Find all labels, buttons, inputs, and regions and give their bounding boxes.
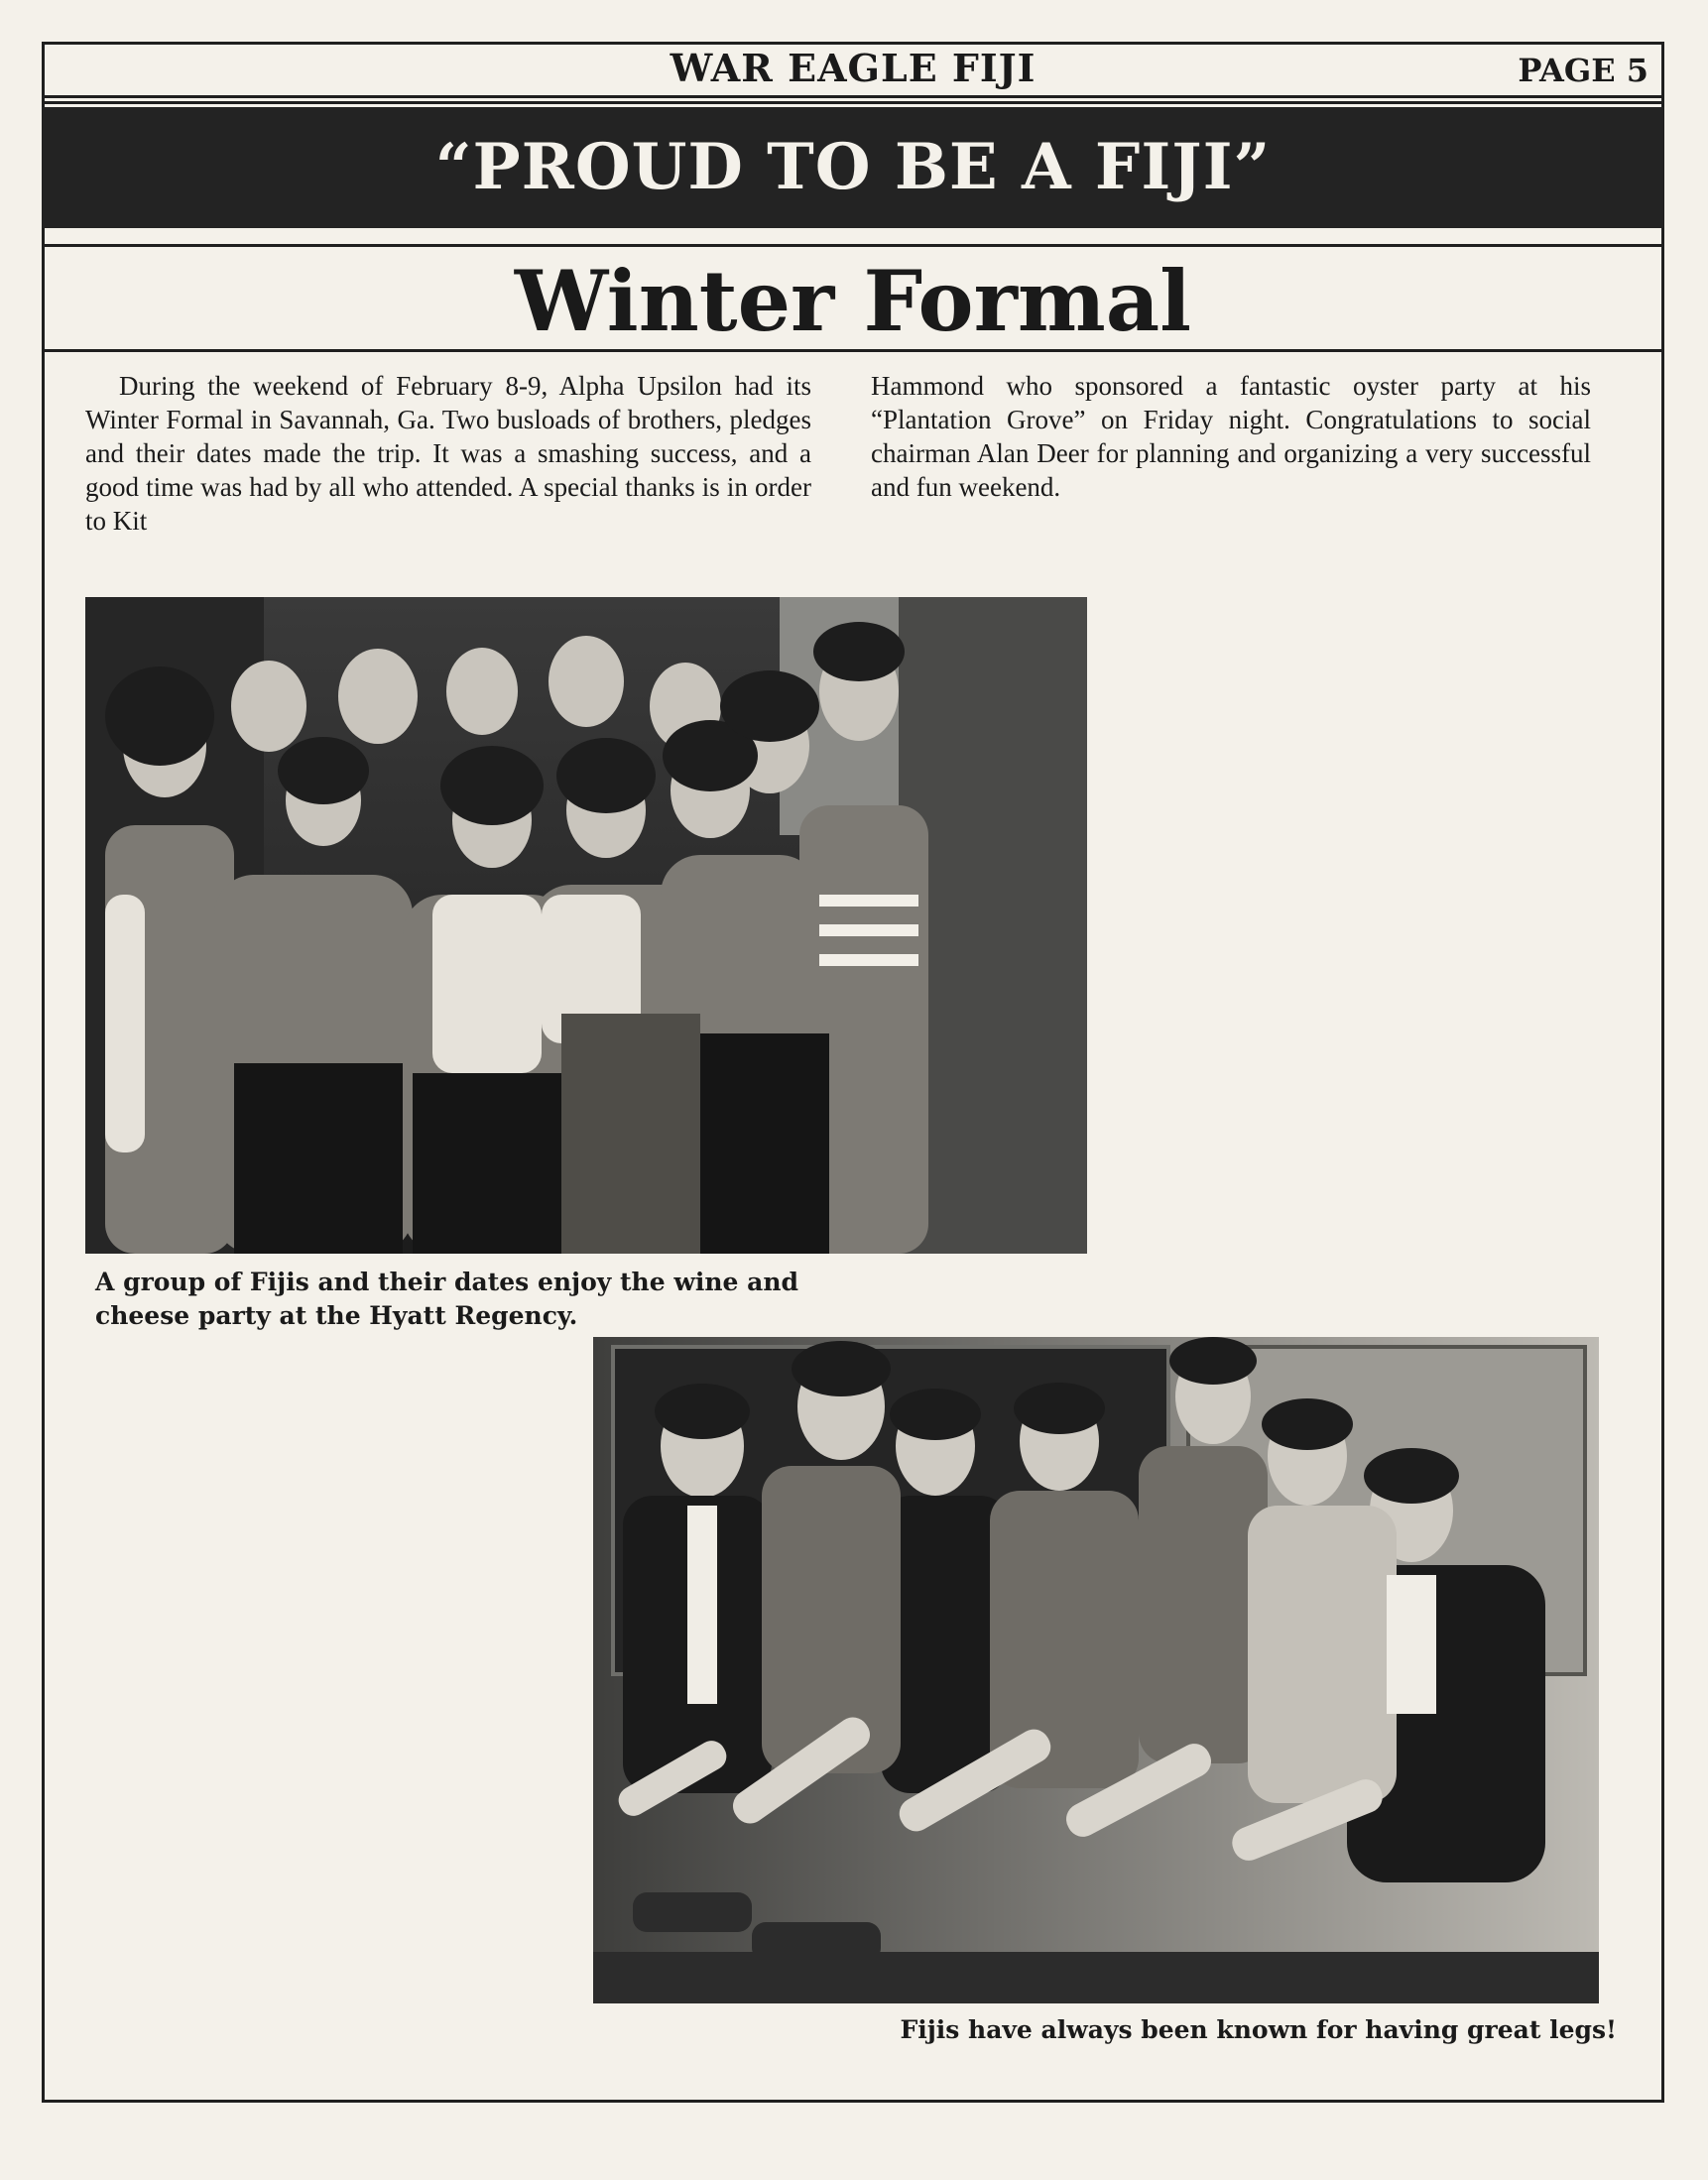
legs-photo-caption: Fijis have always been known for having great legs! xyxy=(900,2015,1617,2044)
group-photo xyxy=(85,597,1087,1254)
article-headline: Winter Formal xyxy=(514,252,1192,350)
article-column-1: During the weekend of February 8-9, Alpha Upsilon had its Winter Formal in Savannah, Ga. Two busloads of brothers, pledges and their dates made the trip. It was a smashing success, and a good time was had by all who attended. A special thanks is in order to Kit xyxy=(85,371,811,536)
headline-rule-bottom xyxy=(42,349,1664,352)
group-photo-image xyxy=(85,597,1087,1254)
header-rule-bottom xyxy=(42,101,1664,104)
section-banner: “PROUD TO BE A FIJI” xyxy=(42,107,1664,228)
page-number: PAGE 5 xyxy=(1518,52,1648,89)
legs-photo-image xyxy=(593,1337,1599,2003)
header-rule-top xyxy=(42,95,1664,98)
legs-photo xyxy=(593,1337,1599,2003)
article-column-2: Hammond who sponsored a fantastic oyster party at his “Plantation Grove” on Friday night. Congratulations to social chairman Alan Deer for planning and organizing a very successful and fun weekend. xyxy=(871,371,1591,502)
newsletter-title: WAR EAGLE FIJI xyxy=(670,46,1037,90)
headline-rule-top xyxy=(42,244,1664,247)
group-photo-caption: A group of Fijis and their dates enjoy the wine and cheese party at the Hyatt Regency. xyxy=(95,1268,798,1330)
